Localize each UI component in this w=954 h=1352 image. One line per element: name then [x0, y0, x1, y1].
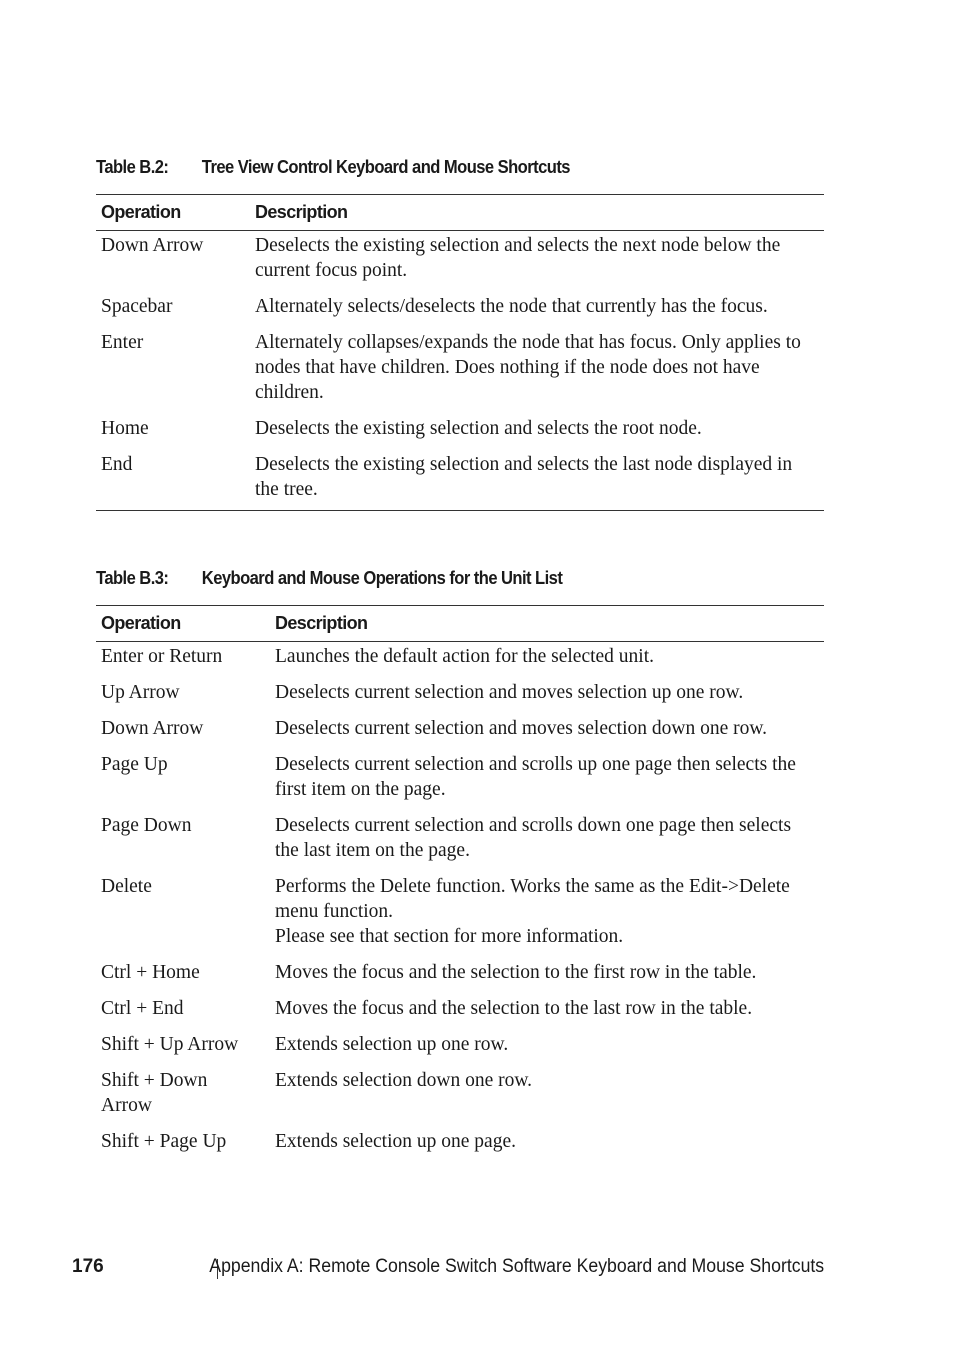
table-b2 [96, 194, 824, 511]
description-cell: Alternately selects/deselects the node that currently has the focus. [255, 296, 768, 317]
table-b3-number: Table B.3: [96, 568, 169, 588]
column-header-operation: Operation [101, 613, 181, 633]
operation-cell: Page Down [101, 815, 192, 836]
operation-cell: Page Up [101, 754, 168, 775]
table-b2-title: Tree View Control Keyboard and Mouse Shortcuts [201, 157, 570, 177]
operation-cell: Shift + Page Up [101, 1131, 227, 1152]
description-note: Please see that section for more information. [275, 926, 624, 947]
operation-cell: Down Arrow [101, 235, 204, 256]
operation-cell: Shift + Down Arrow [101, 1070, 208, 1116]
table-row [96, 749, 824, 810]
table-row [96, 810, 824, 871]
table-b3-block [96, 566, 824, 1162]
description-cell: Deselects the existing selection and selects the root node. [255, 418, 702, 439]
table-row [96, 1126, 824, 1162]
description-cell: Extends selection up one page. [275, 1131, 516, 1152]
table-b2-number: Table B.2: [96, 157, 169, 177]
description-cell: Deselects current selection and moves selection down one row. [275, 718, 768, 739]
page-number: 176 [72, 1256, 104, 1277]
table-row [96, 1029, 824, 1065]
operation-cell: Shift + Up Arrow [101, 1034, 239, 1055]
description-cell: Deselects the existing selection and selects the next node below the current focus point. [255, 235, 781, 281]
table-header-row [96, 606, 824, 642]
description-cell [275, 871, 824, 957]
table-b3-title: Keyboard and Mouse Operations for the Unit List [201, 568, 563, 588]
table-row [96, 413, 824, 449]
operation-cell: Ctrl + Home [101, 962, 200, 983]
operation-cell: Home [101, 418, 149, 439]
description-cell: Alternately collapses/expands the node that has focus. Only applies to nodes that have children. Does nothing if the node does not have children. [255, 332, 801, 403]
operation-cell: Up Arrow [101, 682, 180, 703]
table-row [96, 1065, 824, 1126]
page-footer [72, 1256, 824, 1282]
operation-cell: Enter or Return [101, 646, 223, 667]
description-cell: Moves the focus and the selection to the last row in the table. [275, 998, 753, 1019]
operation-cell: Spacebar [101, 296, 173, 317]
table-b3 [96, 605, 824, 1162]
table-row [96, 291, 824, 327]
table-row [96, 449, 824, 511]
running-title: Appendix A: Remote Console Switch Software Keyboard and Mouse Shortcuts [209, 1256, 824, 1277]
table-row [96, 677, 824, 713]
description-cell: Deselects current selection and moves selection up one row. [275, 682, 744, 703]
operation-cell: Delete [101, 876, 152, 897]
table-row [96, 993, 824, 1029]
table-row [96, 713, 824, 749]
table-row [96, 871, 824, 957]
operation-cell: Ctrl + End [101, 998, 184, 1019]
table-b2-caption [96, 155, 766, 179]
description-cell: Deselects current selection and scrolls up one page then selects the first item on the page. [275, 754, 796, 800]
table-row [96, 642, 824, 678]
description-cell: Deselects the existing selection and selects the last node displayed in the tree. [255, 454, 793, 500]
description-cell: Extends selection down one row. [275, 1070, 533, 1091]
operation-cell: End [101, 454, 133, 475]
table-row [96, 231, 824, 292]
table-b2-block [96, 155, 824, 511]
description-cell: Deselects current selection and scrolls down one page then selects the last item on the page. [275, 815, 792, 861]
description-text: Performs the Delete function. Works the same as the Edit->Delete menu function. [275, 876, 790, 922]
column-header-description: Description [275, 613, 368, 633]
column-header-operation: Operation [101, 202, 181, 222]
description-cell: Extends selection up one row. [275, 1034, 509, 1055]
operation-cell: Enter [101, 332, 144, 353]
table-row [96, 957, 824, 993]
table-header-row [96, 195, 824, 231]
description-cell: Moves the focus and the selection to the first row in the table. [275, 962, 757, 983]
operation-cell: Down Arrow [101, 718, 204, 739]
table-b3-caption [96, 566, 766, 590]
description-cell: Launches the default action for the selected unit. [275, 646, 655, 667]
column-header-description: Description [255, 202, 348, 222]
table-row [96, 327, 824, 413]
